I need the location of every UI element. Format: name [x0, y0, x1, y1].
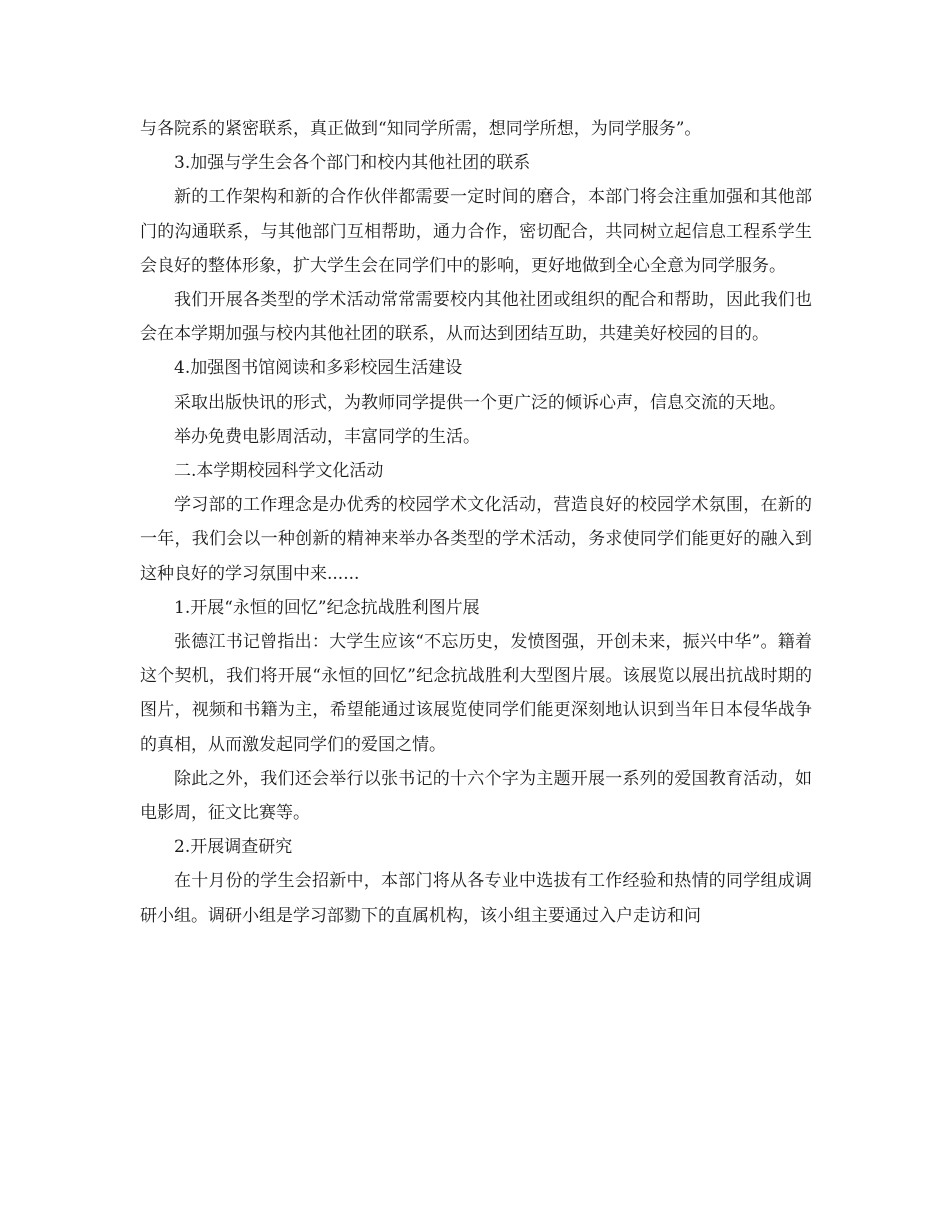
paragraph: 举办免费电影周活动，丰富同学的生活。 [174, 426, 480, 447]
section-heading-3: 3.加强与学生会各个部门和校内其他社团的联系 [174, 153, 531, 174]
paragraph: 张德江书记曾指出：大学生应该“不忘历史，发愤图强，开创未来，振兴中华”。籍着这个契机，我们将开展“永恒的回忆”纪念抗战胜利大型图片展。该展览以展出抗战时期的图片，视频和书籍为主，希望能通过该展览使同学们能更深刻地认识到当年日本侵华战争的真相，从而激发起同学们的爱国之情。 [140, 632, 812, 755]
document-page [140, 112, 812, 933]
paragraph: 采取出版快讯的形式，为教师同学提供一个更广泛的倾诉心声，信息交流的天地。 [174, 392, 786, 413]
section-heading-4: 4.加强图书馆阅读和多彩校园生活建设 [174, 358, 463, 379]
paragraph: 除此之外，我们还会举行以张书记的十六个字为主题开展一系列的爱国教育活动，如电影周，征文比赛等。 [140, 768, 812, 824]
section-heading-2: 二.本学期校园科学文化活动 [174, 461, 384, 482]
paragraph: 学习部的工作理念是办优秀的校园学术文化活动，营造良好的校园学术氛围，在新的一年，我们会以一种创新的精神来举办各类型的学术活动，务求使同学们能更好的融入到这种良好的学习氛围中来...... [140, 495, 812, 584]
subsection-heading-2: 2.开展调查研究 [174, 837, 293, 858]
paragraph: 我们开展各类型的学术活动常常需要校内其他社团或组织的配合和帮助，因此我们也会在本学期加强与校内其他社团的联系，从而达到团结互助，共建美好校园的目的。 [140, 290, 812, 345]
subsection-heading-1: 1.开展“永恒的回忆”纪念抗战胜利图片展 [174, 597, 480, 618]
paragraph-continuation: 与各院系的紧密联系，真正做到“知同学所需，想同学所想，为同学服务”。 [140, 119, 702, 139]
paragraph: 新的工作架构和新的合作伙伴都需要一定时间的磨合，本部门将会注重加强和其他部门的沟通联系，与其他部门互相帮助，通力合作，密切配合，共同树立起信息工程系学生会良好的整体形象，扩大学生会在同学们中的影响，更好地做到全心全意为同学服务。 [140, 187, 812, 276]
paragraph: 在十月份的学生会招新中，本部门将从各专业中选拔有工作经验和热情的同学组成调研小组。调研小组是学习部勠下的直属机构，该小组主要通过入户走访和问 [140, 871, 812, 926]
